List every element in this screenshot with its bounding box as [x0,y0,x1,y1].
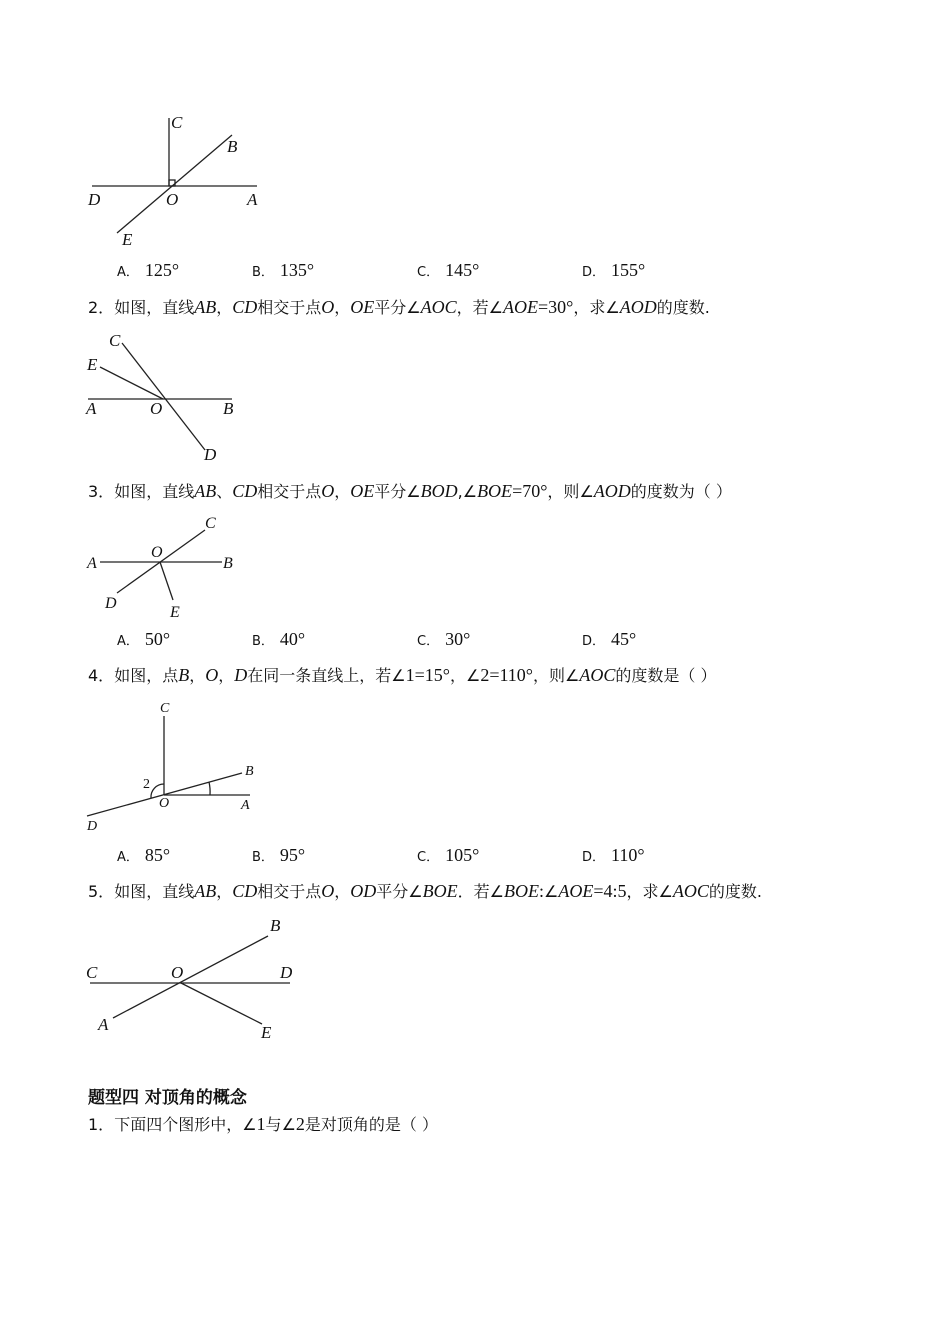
option-letter: C． [417,634,440,649]
fig1-label-C: C [171,113,183,132]
option-value: 125° [144,260,180,280]
fig3-label-O: O [151,544,163,561]
option-value: 110° [611,845,645,865]
option-value: 45° [611,629,637,649]
fig2-label-B: B [223,399,234,418]
option-value: 135° [279,260,315,280]
fig4-label-C: C [160,701,170,716]
section-title: 题型四 对顶角的概念 [88,1088,247,1108]
option-value: 30° [445,629,471,649]
option-value: 85° [144,845,171,865]
fig5-line-OE [181,983,262,1024]
fig4-label-B: B [245,764,254,779]
fig5-label-D: D [280,963,293,982]
option-letter: D． [582,850,606,865]
option-letter: B． [252,850,274,865]
fig1-label-E: E [122,230,133,249]
fig3-label-C: C [205,515,216,532]
fig5-label-C: C [86,963,98,982]
section4-question-1: 1．下面四个图形中，∠1与∠2是对顶角的是（ ） [88,1114,438,1134]
option-letter: C． [417,265,440,280]
option-letter: C． [417,850,440,865]
fig3-label-B: B [223,555,233,572]
option-value: 50° [144,629,171,649]
fig1-label-O: O [166,190,179,209]
fig5-label-O: O [171,963,184,982]
option-letter: B． [252,265,274,280]
fig4-label-O: O [159,796,170,811]
fig2-label-E: E [87,355,98,374]
question-2: 2．如图，直线AB，CD相交于点O，OE平分∠AOC，若∠AOE=30°，求∠AOD的度数. [88,297,710,317]
option-value: 95° [279,845,306,865]
fig4-label-D: D [87,819,98,834]
question-5: 5．如图，直线AB，CD相交于点O，OD平分∠BOE．若∠BOE:∠AOE=4:5，求∠AOC的度数. [88,881,762,901]
fig2-label-C: C [109,331,121,350]
fig3-label-A: A [87,555,97,572]
option-value: 155° [611,260,646,280]
option-value: 105° [445,845,480,865]
option-letter: D． [582,634,606,649]
fig2-label-D: D [204,445,217,464]
fig3-label-D: D [105,595,117,612]
option-value: 40° [279,629,306,649]
fig1-label-D: D [88,190,101,209]
fig3-label-E: E [170,604,180,621]
question-4: 4．如图，点B，O，D在同一条直线上，若∠1=15°，∠2=110°，则∠AOC的度数是（ ） [88,665,717,685]
fig2-label-O: O [150,399,163,418]
fig5-line-AB [113,936,268,1018]
option-letter: A． [117,850,139,865]
fig1-label-B: B [227,137,238,156]
option-value: 145° [445,260,480,280]
option-letter: A． [117,634,139,649]
option-letter: D． [582,265,606,280]
option-letter: A． [117,265,139,280]
option-letter: B． [252,634,274,649]
question-3: 3．如图，直线AB、CD相交于点O，OE平分∠BOD,∠BOE=70°，则∠AOD的度数为（ ） [88,481,732,501]
fig2-label-A: A [86,399,97,418]
fig1-label-A: A [247,190,258,209]
fig5-label-E: E [261,1023,272,1042]
fig4-label-A: A [241,798,250,813]
fig5-label-B: B [270,916,281,935]
fig4-label-2: 2 [143,777,150,792]
fig5-label-A: A [98,1015,109,1034]
